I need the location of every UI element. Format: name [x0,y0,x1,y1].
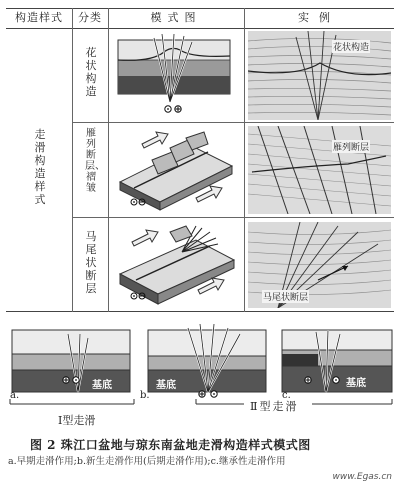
table-header-divider [6,28,394,29]
category-flower: 花状构造 [85,46,97,98]
table-top-border [6,8,394,9]
model-a-diagram [8,324,134,396]
type-2-label: Ⅱ型走滑 [250,400,299,413]
row-group-label: 走滑构造样式 [34,128,46,206]
echelon-fault-model [112,126,240,214]
echelon-example-label: 雁列断层 [332,140,370,153]
model-b-base-label: 基底 [156,380,176,391]
figure-caption-subtitle: a.早期走滑作用;b.新生走滑作用(后期走滑作用);c.继承性走滑作用 [8,456,286,467]
model-b-letter: b. [140,390,150,401]
model-c-diagram [278,324,396,396]
type-1-label: Ⅰ型走滑 [58,414,96,427]
row-divider-2 [72,217,394,218]
header-model: 模式图 [150,11,202,24]
flower-example-label: 花状构造 [332,40,370,53]
model-a-base-label: 基底 [92,380,112,391]
model-c-base-label: 基底 [346,378,366,389]
type-brackets [0,398,400,412]
header-example: 实例 [298,11,340,24]
col-divider-3 [244,8,245,312]
flower-structure-model [112,32,240,118]
horsetail-example-label: 马尾状断层 [262,290,309,303]
model-a-letter: a. [10,390,20,401]
category-echelon: 雁列断层、褶皱 [85,128,105,194]
header-category: 分类 [78,11,102,24]
col-divider-2 [108,8,109,312]
col-divider-1 [72,8,73,312]
header-style: 构造样式 [15,11,63,24]
model-c-letter: c. [282,390,291,401]
watermark: www.Egas.cn [332,472,392,482]
figure-caption-title: 图 2 珠江口盆地与琼东南盆地走滑构造样式模式图 [30,438,311,452]
row-divider-1 [72,122,394,123]
category-horsetail: 马尾状断层 [85,230,97,295]
table-bottom-border [6,311,394,312]
horsetail-fault-model [112,222,240,308]
